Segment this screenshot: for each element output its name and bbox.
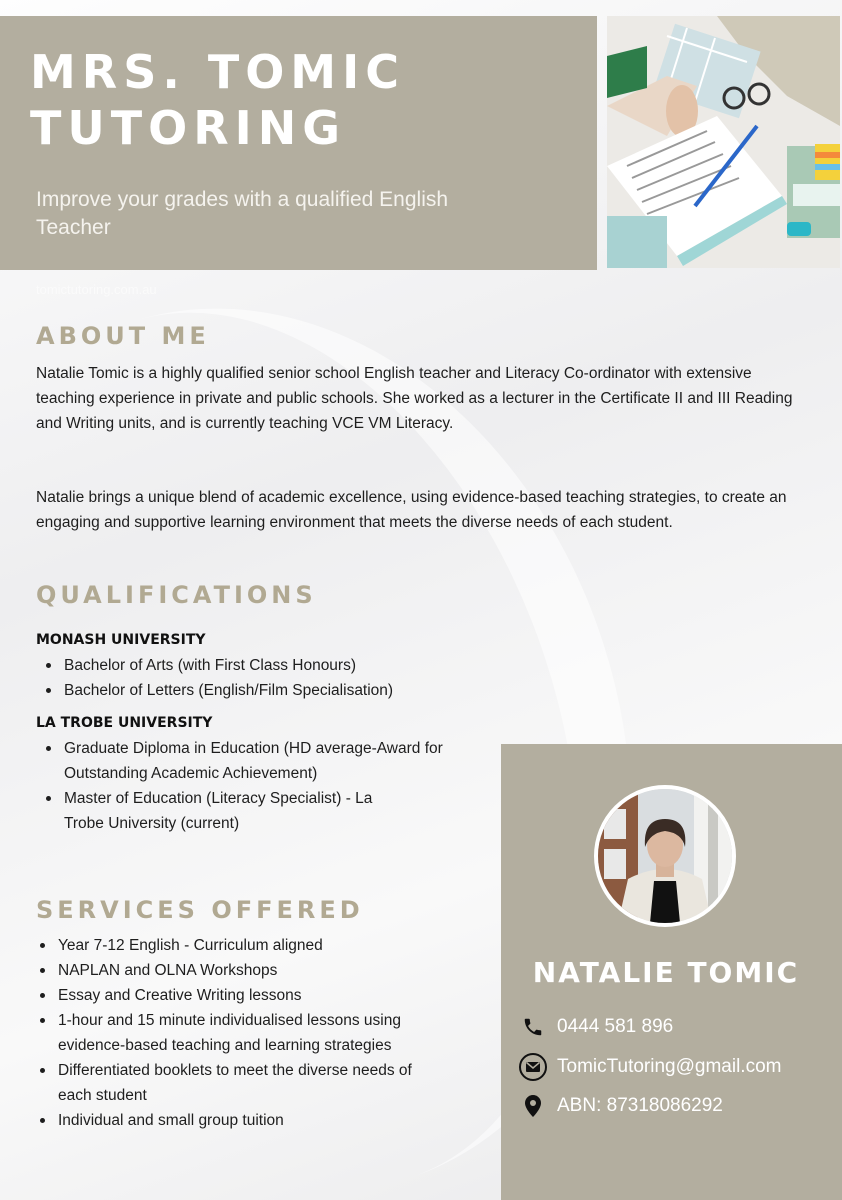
university-name-monash: MONASH UNIVERSITY <box>36 632 206 648</box>
page-subtitle: Improve your grades with a qualified English Teacher <box>36 188 449 239</box>
avatar <box>594 785 736 927</box>
university-name-latrobe: LA TROBE UNIVERSITY <box>36 715 213 731</box>
phone-icon <box>517 1012 549 1042</box>
about-heading: ABOUT ME <box>36 322 210 350</box>
email-row <box>517 1052 781 1082</box>
list-item: Individual and small group tuition <box>36 1108 446 1133</box>
phone-number[interactable]: 0444 581 896 <box>557 1016 674 1037</box>
title-line-1: MRS. TOMIC <box>30 45 405 99</box>
phone-row <box>517 1012 673 1042</box>
list-item: Graduate Diploma in Education (HD average-Award for Outstanding Academic Achievement) <box>42 736 472 786</box>
list-item: 1-hour and 15 minute individualised lessons using evidence-based teaching and learning strategies <box>36 1008 446 1058</box>
abn-number: ABN: 87318086292 <box>557 1095 723 1116</box>
location-pin-icon <box>517 1091 549 1121</box>
page-title <box>30 44 590 156</box>
list-item: NAPLAN and OLNA Workshops <box>36 958 446 983</box>
qualifications-heading: QUALIFICATIONS <box>36 581 317 609</box>
list-item: Master of Education (Literacy Specialist) - La Trobe University (current) <box>42 786 412 836</box>
about-paragraph-1: Natalie Tomic is a highly qualified senior school English teacher and Literacy Co-ordinator with extensive teaching experience in private and public schools. She worked as a lecturer in the Certificate II and III Reading and Writing units, and is currently teaching VCE VM Literacy. <box>36 365 793 432</box>
title-line-2: TUTORING <box>30 101 347 155</box>
list-item: Differentiated booklets to meet the diverse needs of each student <box>36 1058 436 1108</box>
latrobe-qualifications-list <box>42 736 472 836</box>
monash-qualifications-list <box>42 653 482 703</box>
email-address[interactable]: TomicTutoring@gmail.com <box>557 1056 782 1077</box>
website-text: tomictutoring.com.au <box>36 282 157 297</box>
contact-name: NATALIE TOMIC <box>532 956 800 989</box>
about-paragraph-2: Natalie brings a unique blend of academic excellence, using evidence-based teaching strategies, to create an engaging and supportive learning environment that meets the diverse needs of each student. <box>36 489 787 531</box>
abn-row <box>517 1091 723 1121</box>
services-list <box>36 933 446 1133</box>
services-heading: SERVICES OFFERED <box>36 896 364 924</box>
list-item: Essay and Creative Writing lessons <box>36 983 446 1008</box>
list-item: Bachelor of Arts (with First Class Honours) <box>42 653 482 678</box>
list-item: Bachelor of Letters (English/Film Specialisation) <box>42 678 482 703</box>
study-desk-photo <box>607 16 840 268</box>
list-item: Year 7-12 English - Curriculum aligned <box>36 933 446 958</box>
email-icon <box>517 1052 549 1082</box>
